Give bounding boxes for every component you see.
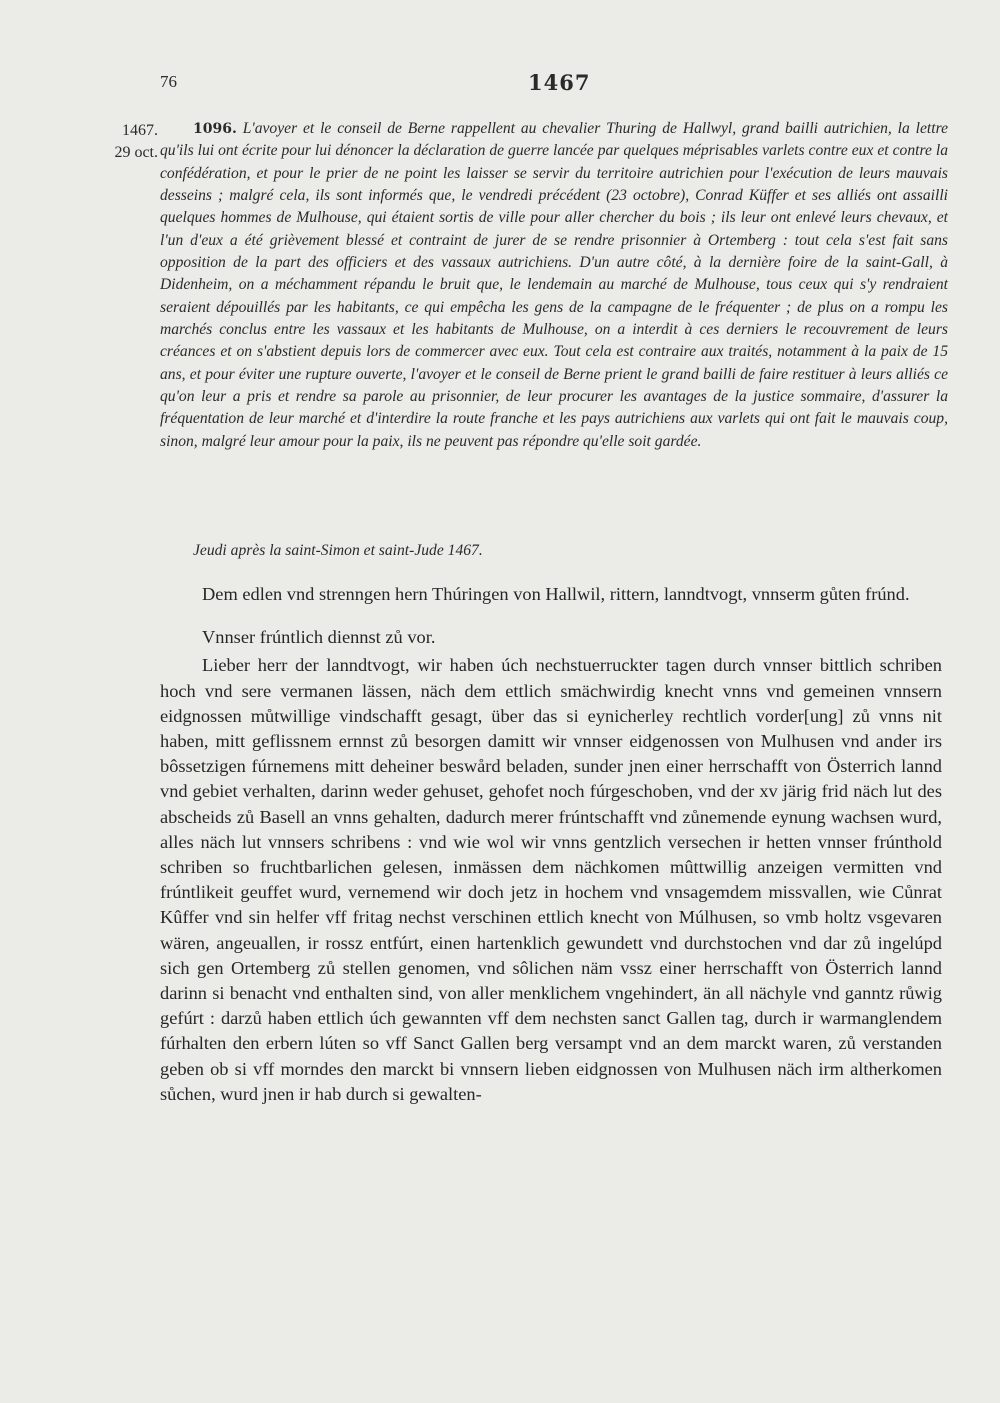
letter-body: Lieber herr der lanndtvogt, wir haben úch nechstuerruckter tagen durch vnnser bittlich schriben hoch vnd sere vermanen lässen, näch dem ettlich smächwirdig knecht vnns vnd gemeinen vnnsern eidgnossen můtwillige vindschafft gesagt, über das si eynicherley rechtlich vorder[ung] zů vnns nit haben, mitt geflissnem ernnst zů besorgen damitt wir vnnser eidgenossen von Mulhusen vnd ander irs bôssetzigen fúrnemens mitt deheiner beswård beladen, sunder jnen einer herrschafft von Österrich lannd vnd gebiet verhalten, darinn weder gehuset, gehofet noch fúrgeschoben, vnd der xv järig frid näch lut des abscheids zů Basell an vnns gehalten, dadurch merer frúntschafft vnd zůnemende eynung wachsen wurd, alles näch lut vnnsers schribens : vnd wie wol wir vnns gentzlich versechen ir hetten vnnser frúnthold schriben so fruchtbarlichen gelesen, inmässen dem nächkomen mûttwillig anzeigen vermitten vnd frúntlikeit geuffet wurd, vernemend wir doch jetz in hochem vnd vnsagemdem missvallen, wie Cůnrat Kûffer vnd sin helfer vff fritag nechst verschinen ettlich knecht von Múlhusen, so vmb holtz vsgevaren wären, angeuallen, ir rossz entfúrt, einen hartenklich gewundett vnd durchstochen vnd dar zů ingelúpd sich gen Ortemberg zů stellen genomen, vnd sôlichen näm vssz einer herrschafft von Österrich lannd darinn si benacht vnd enthalten sind, von aller menklichem vngehindert, än all nächyle vnd ganntz růwig gefúrt : darzů haben ettlich úch gewannten vff dem nechsten sanct Gallen tag, durch ir warmanglendem fúrhalten den erbern lúten so vff Sanct Gallen berg versampt vnd an dem marckt waren, zů verstanden geben ob si vff morndes den marckt bi vnnsern lieben eidgnossen von Mulhusen näch irm altherkomen sůchen, wurd jnen ir hab durch si gewalten- <box>160 655 942 1104</box>
letter-salutation: Vnnser frúntlich diennst zů vor. <box>202 627 436 648</box>
letter-address: Dem edlen vnd strenngen hern Thúringen von Hallwil, rittern, lanndtvogt, vnnserm gůten frúnd. <box>202 584 910 604</box>
page-number: 76 <box>160 72 177 91</box>
letter-text <box>160 582 942 1107</box>
document-number: 1096. <box>193 121 237 137</box>
document-summary <box>160 118 948 453</box>
margin-year: 1467. <box>122 122 158 139</box>
margin-date-note <box>88 120 158 164</box>
margin-date: 29 oct. <box>114 144 158 161</box>
summary-dateline: Jeudi après la saint-Simon et saint-Jude 1467. <box>193 542 483 559</box>
summary-text: L'avoyer et le conseil de Berne rappellent au chevalier Thuring de Hallwyl, grand bailli autrichien, la lettre qu'ils lui ont écrite pour lui dénoncer la déclaration de guerre lancée par quelques méprisables varlets contre eux et contre la confédération, et pour le prier de ne point les laisser se servir du territoire autrichien pour l'exécution de leurs mauvais desseins ; malgré cela, ils sont informés que, le vendredi précédent (23 octobre), Conrad Küffer et ses alliés ont assailli quelques hommes de Mulhouse, qui étaient sortis de ville pour aller chercher du bois ; ils leur ont enlevé leurs chevaux, et l'un d'eux a été grièvement blessé et contraint de jurer de se rendre prisonnier à Ortemberg : tout cela s'est fait sans opposition de la part des officiers et des vassaux autrichiens. D'un autre côté, à la dernière foire de la saint-Gall, à Didenheim, on a méchamment répandu le bruit que, le lendemain au marché de Mulhouse, tous ceux qui s'y rendraient seraient dépouillés par les habitants, ce qui empêcha les gens de la campagne de le fréquenter ; de plus on a rompu les marchés conclus entre les vassaux et les habitants de Mulhouse, on a interdit à ces derniers le recouvrement de leurs créances et on s'abstient depuis lors de commercer avec eux. Tout cela est contraire aux traités, notamment à la paix de 15 ans, et pour éviter une rupture ouverte, l'avoyer et le conseil de Berne prient le grand bailli de faire restituer à leurs alliés ce qu'on leur a pris et rendre sa parole au prisonnier, de leur procurer les avantages de la justice sommaire, d'assurer la fréquentation de leur marché et d'interdire la route franche et les pays autrichiens aux varlets qui ont fait le mauvais coup, sinon, malgré leur amour pour la paix, ils ne peuvent pas répondre qu'elle soit gardée. <box>160 120 948 450</box>
page-running-head-year: 1467 <box>528 70 591 95</box>
